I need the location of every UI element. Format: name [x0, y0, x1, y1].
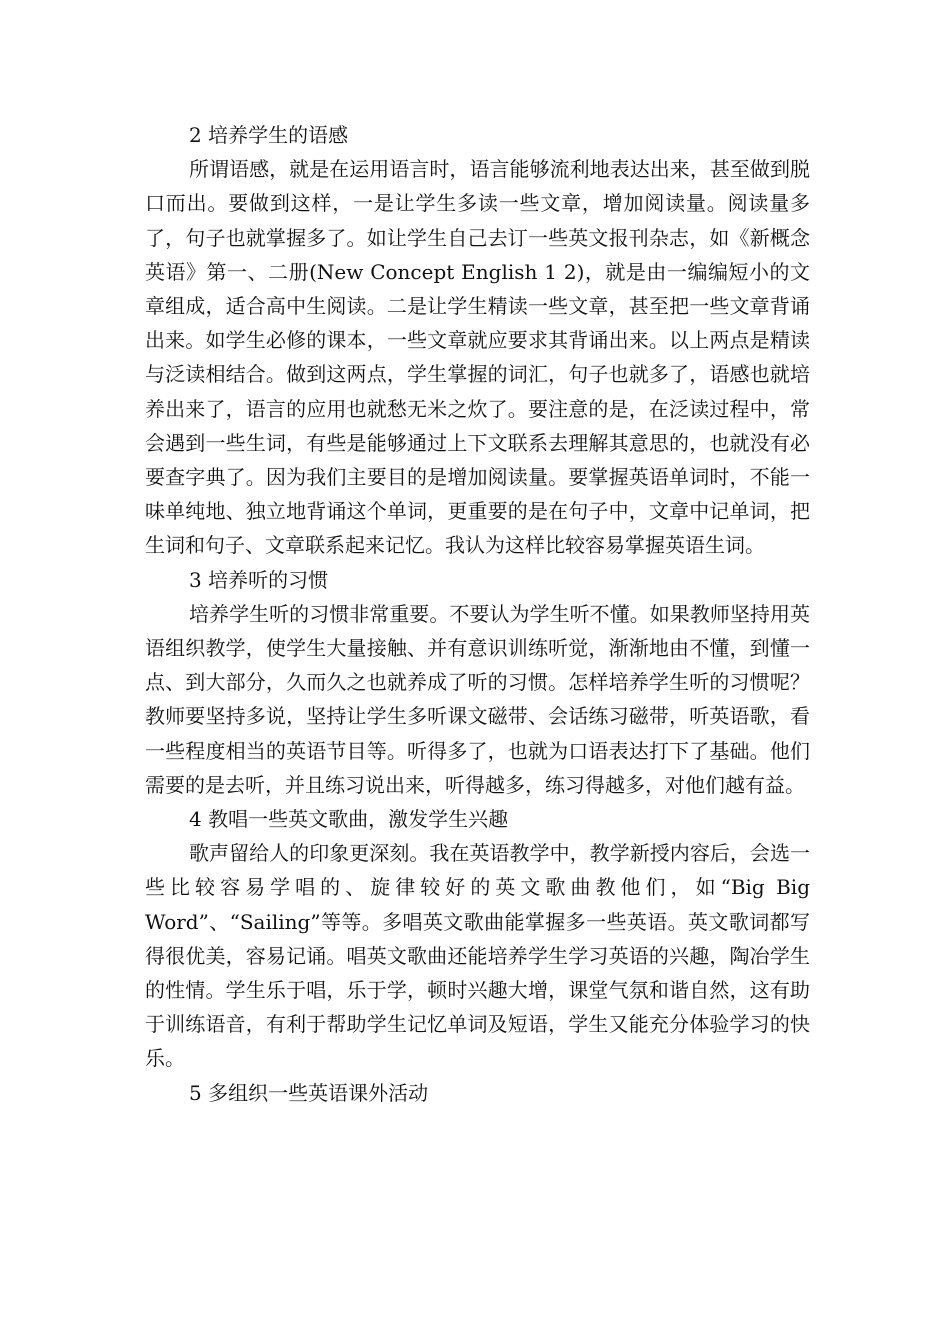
section-paragraph-2: 所谓语感，就是在运用语言时，语言能够流利地表达出来，甚至做到脱口而出。要做到这样，一是让学生多读一些文章，增加阅读量。阅读量多了，句子也就掌握多了。如让学生自己去订一些英文报刊杂志，如《新概念英语》第一、二册(New Concept English 1 2)，就是由一编编短小的文章组成，适合高中生阅读。二是让学生精读一些文章，甚至把一些文章背诵出来。如学生必修的课本，一些文章就应要求其背诵出来。以上两点是精读与泛读相结合。做到这两点，学生掌握的词汇，句子也就多了，语感也就培养出来了，语言的应用也就愁无米之炊了。要注意的是，在泛读过程中，常会遇到一些生词，有些是能够通过上下文联系去理解其意思的，也就没有必要查字典了。因为我们主要目的是增加阅读量。要掌握英语单词时，不能一味单纯地、独立地背诵这个单词，更重要的是在句子中，文章中记单词，把生词和句子、文章联系起来记忆。我认为这样比较容易掌握英语生词。: [145, 157, 810, 558]
section-paragraph-3: 培养学生听的习惯非常重要。不要认为学生听不懂。如果教师坚持用英语组织教学，使学生大量接触、并有意识训练听觉，渐渐地由不懂，到懂一点、到大部分，久而久之也就养成了听的习惯。怎样培养学生听的习惯呢？教师要坚持多说，坚持让学生多听课文磁带、会话练习磁带，听英语歌，看一些程度相当的英语节目等。听得多了，也就为口语表达打下了基础。他们需要的是去听，并且练习说出来，听得越多，练习得越多，对他们越有益。: [145, 601, 810, 797]
section-heading-4: 4 教唱一些英文歌曲，激发学生兴趣: [189, 807, 509, 832]
section-heading-3: 3 培养听的习惯: [189, 567, 329, 592]
section-heading-2: 2 培养学生的语感: [189, 123, 349, 147]
section-paragraph-4: 歌声留给人的印象更深刻。我在英语教学中，教学新授内容后，会选一些比较容易学唱的、旋律较好的英文歌曲教他们，如“Big Big Word”、“Sailing”等等。多唱英文歌曲能掌握多一些英语。英文歌词都写得很优美，容易记诵。唱英文歌曲还能培养学生学习英语的兴趣，陶冶学生的性情。学生乐于唱，乐于学，顿时兴趣大增，课堂气氛和谐自然，这有助于训练语音，有利于帮助学生记忆单词及短语，学生又能充分体验学习的快乐。: [145, 841, 810, 1071]
document-body: [145, 118, 810, 1110]
section-heading-5: 5 多组织一些英语课外活动: [189, 1080, 429, 1105]
